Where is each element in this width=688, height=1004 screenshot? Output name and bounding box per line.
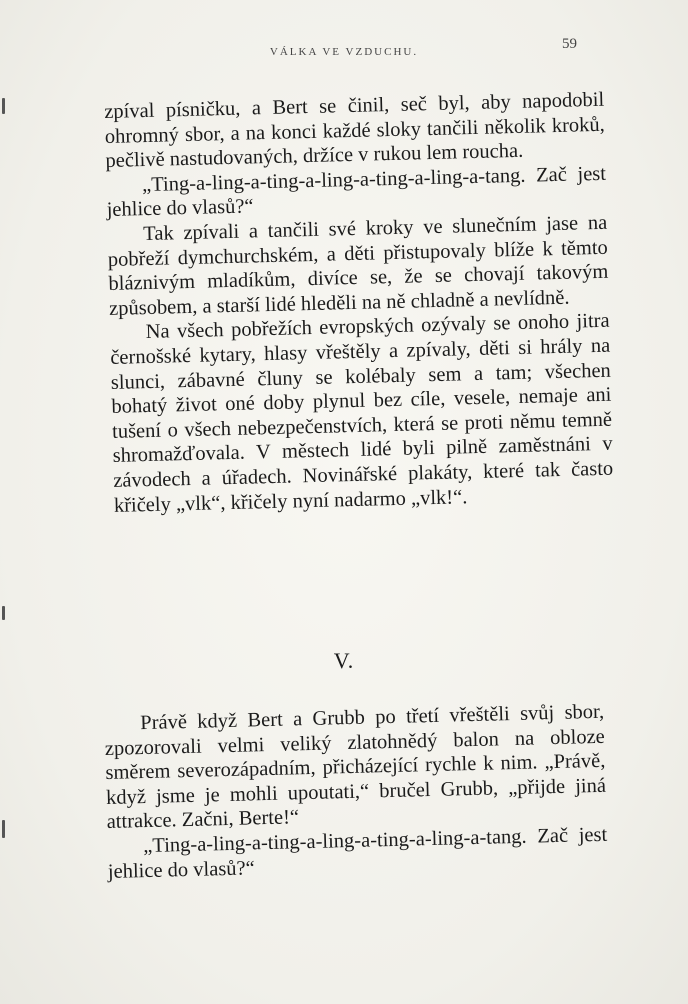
page-edge-mark (2, 606, 5, 620)
paragraph: Právě když Bert a Grubb po třetí vřeštěli svůj sbor, zpozorovali velmi veliký zlatohnědý balon na obloze směrem severozápadním, přicházející rychle k nim. „Právě, když jsme je mohli upoutati,“ bručel Grubb, „přijde jiná attrakce. Začni, Berte!“ (104, 700, 607, 834)
page-number: 59 (562, 36, 577, 52)
chapter-heading: V. (333, 648, 355, 673)
text-section-two (104, 700, 608, 884)
paragraph: zpíval písničku, a Bert se činil, seč byl, aby napodobil ohromný sbor, a na konci každé sloky tančili několik kroků, pečlivě nastudovaných, držíce v rukou lem roucha. (104, 88, 606, 173)
paragraph: „Ting-a-ling-a-ting-a-ling-a-ting-a-ling-a-tang. Zač jest jehlice do vlasů?“ (106, 162, 607, 222)
paragraph: „Ting-a-ling-a-ting-a-ling-a-ting-a-ling-a-tang. Zač jest jehlice do vlasů?“ (107, 823, 608, 883)
paragraph: Tak zpívali a tančili své kroky ve slunečním jase na pobřeží dymchurchském, a děti přistupovaly blíže k těmto bláznivým mladíkům, divíce se, že se chovají takovým způsobem, a starší lidé hleděli na ně chladně a nevlídně. (107, 211, 609, 320)
page-edge-mark (2, 820, 5, 838)
paragraph: Na všech pobřežích evropských ozývaly se onoho jitra černošské kytary, hlasy vřeštěly a zpívaly, děti si hrály na slunci, zábavné čluny se kolébaly sem a tam; všechen bohatý život oné doby plynul bez cíle, vesele, nemaje ani tušení o všech nebezpečenstvích, která se proti němu temně shromažďovala. V městech lidé byli pilně zaměstnáni v závodech a úřadech. Novinářské plakáty, které tak často křičely „vlk“, křičely nyní nadarmo „vlk!“. (110, 310, 614, 517)
text-section-one (104, 88, 614, 518)
running-head: VÁLKA VE VZDUCHU. (269, 46, 419, 58)
page-edge-mark (2, 98, 5, 114)
